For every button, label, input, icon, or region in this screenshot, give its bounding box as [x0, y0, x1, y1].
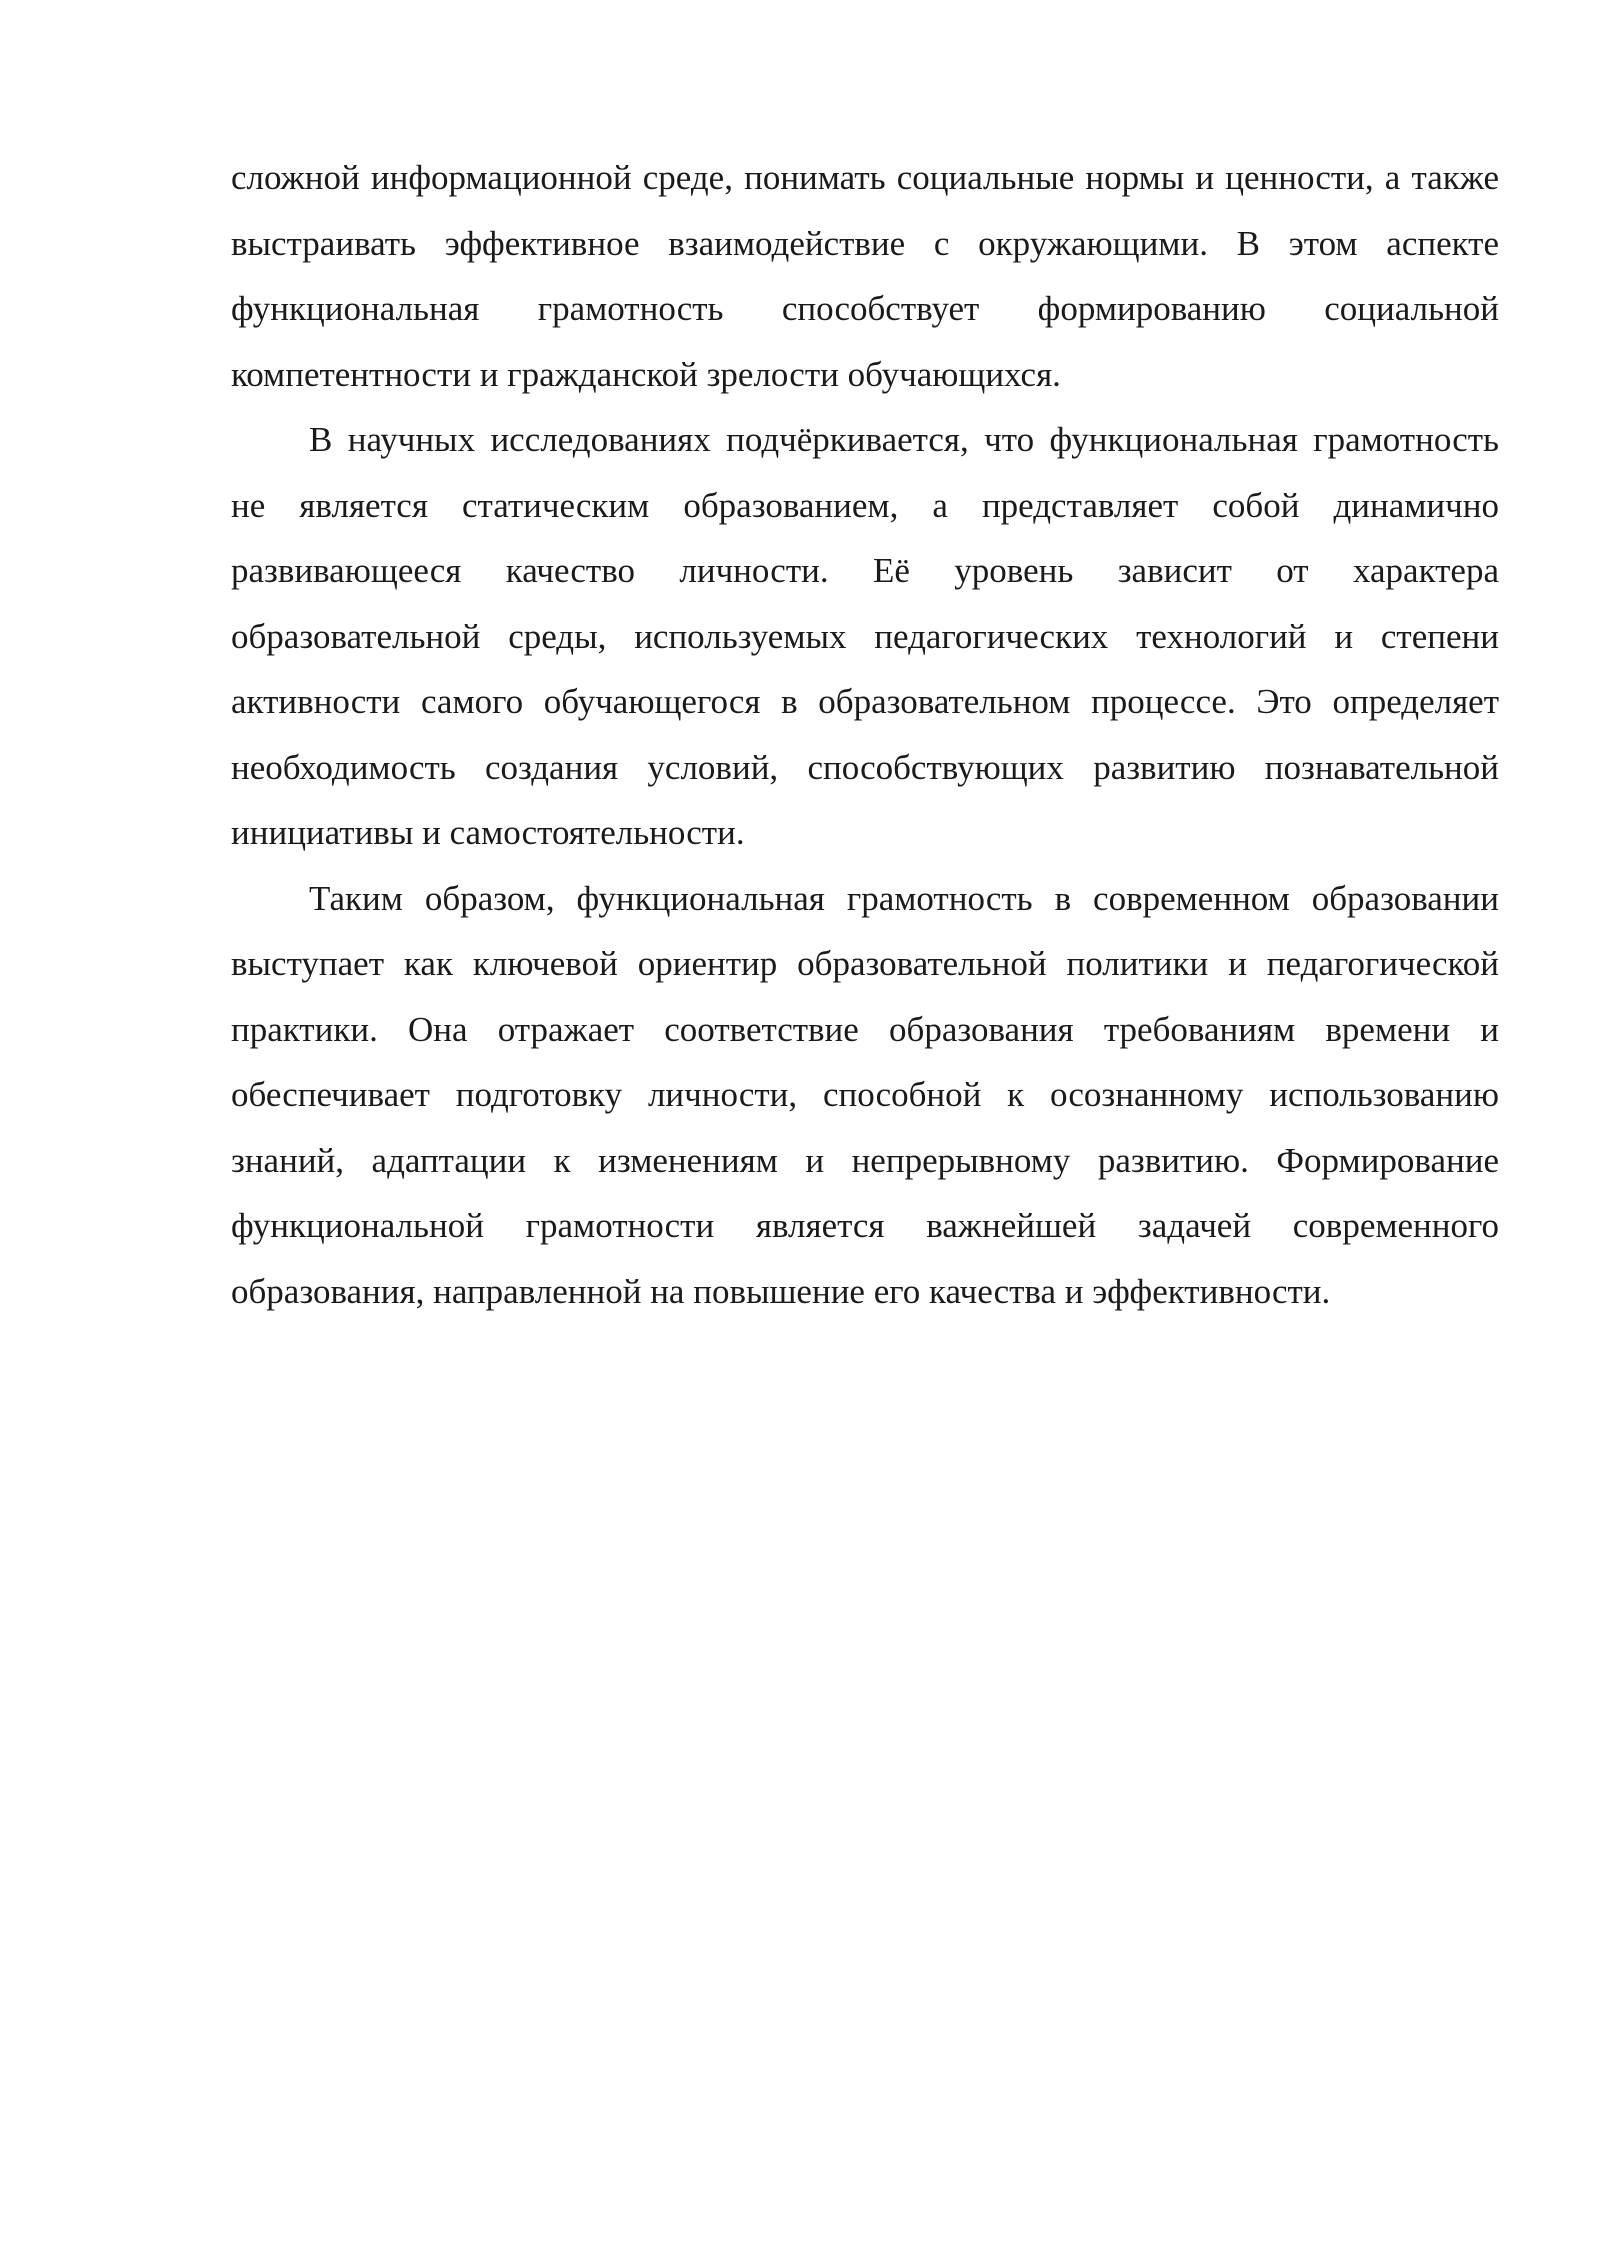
paragraph-conclusion: Таким образом, функциональная грамотность в современном образовании выступает как ключевой ориентир образовательной политики и педагогической практики. Она отражает соответствие образования требованиям времени и обеспечивает подготовку личности, способной к осознанному использованию знаний, адаптации к изменениям и непрерывному развитию. Формирование функциональной грамотности является важнейшей задачей современного образования, направленной на повышение его качества и эффективности.: [231, 878, 1499, 1311]
document-body: [231, 145, 1499, 1324]
paragraph-continuation: сложной информационной среде, понимать социальные нормы и ценности, а также выстраивать эффективное взаимодействие с окружающими. В этом аспекте функциональная грамотность способствует формированию социальной компетентности и гражданской зрелости обучающихся.: [231, 158, 1499, 394]
paragraph-research: В научных исследованиях подчёркивается, что функциональная грамотность не является статическим образованием, а представляет собой динамично развивающееся качество личности. Её уровень зависит от характера образовательной среды, используемых педагогических технологий и степени активности самого обучающегося в образовательном процессе. Это определяет необходимость создания условий, способствующих развитию познавательной инициативы и самостоятельности.: [231, 420, 1499, 852]
